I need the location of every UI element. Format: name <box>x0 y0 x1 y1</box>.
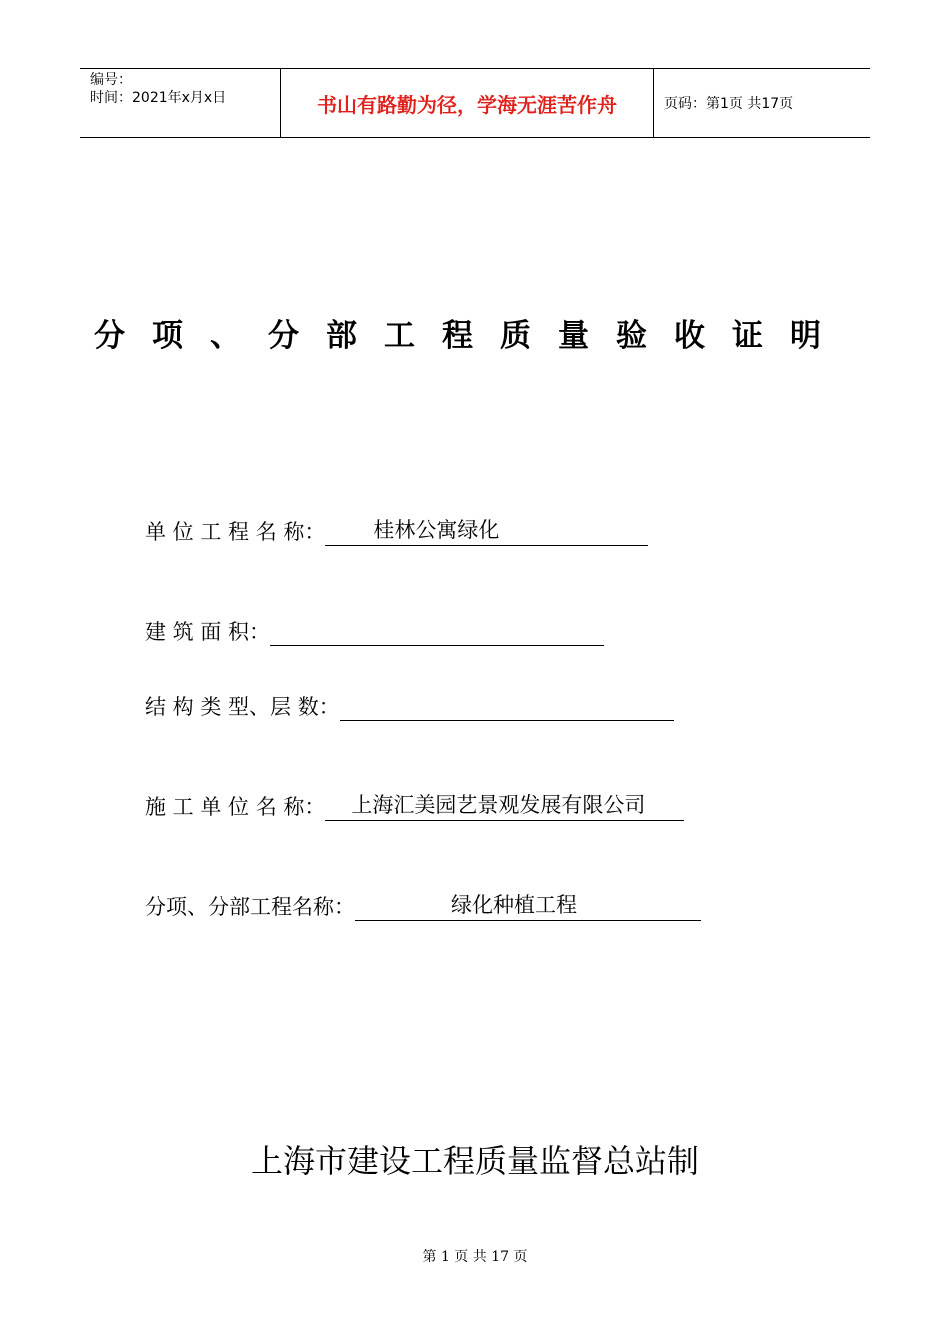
field-value: 桂林公寓绿化 <box>373 518 500 542</box>
header-table <box>80 68 870 138</box>
field-value: 绿化种植工程 <box>451 893 577 917</box>
field-building-area <box>145 616 604 646</box>
header-motto-cell <box>281 69 654 137</box>
header-meta-cell <box>80 69 281 137</box>
field-subproject-name <box>145 891 701 921</box>
time-label: 时间：2021年x月x日 <box>90 90 227 106</box>
field-line <box>340 695 674 721</box>
field-line <box>355 895 701 921</box>
document-title: 分项、分部工程质量验收证明 <box>94 318 848 354</box>
field-label: 建 筑 面 积： <box>145 620 271 644</box>
number-label: 编号： <box>90 72 132 88</box>
field-label: 施 工 单 位 名 称： <box>145 795 326 819</box>
field-line <box>325 795 684 821</box>
issuer-text: 上海市建设工程质量监督总站制 <box>250 1142 699 1180</box>
page-info: 页码：第1页 共17页 <box>664 96 794 112</box>
header-page-cell <box>654 69 870 137</box>
field-contractor-name <box>145 791 684 821</box>
field-unit-project-name <box>145 516 648 546</box>
field-value: 上海汇美园艺景观发展有限公司 <box>351 793 646 817</box>
field-label: 结 构 类 型、层 数： <box>145 695 340 719</box>
field-label: 分项、分部工程名称： <box>145 895 355 919</box>
field-line <box>270 620 604 646</box>
field-structure-floors <box>145 691 674 721</box>
field-label: 单 位 工 程 名 称： <box>145 520 326 544</box>
page-footer: 第 1 页 共 17 页 <box>422 1249 528 1265</box>
field-line <box>325 520 648 546</box>
motto-text: 书山有路勤为径，学海无涯苦作舟 <box>317 92 617 117</box>
